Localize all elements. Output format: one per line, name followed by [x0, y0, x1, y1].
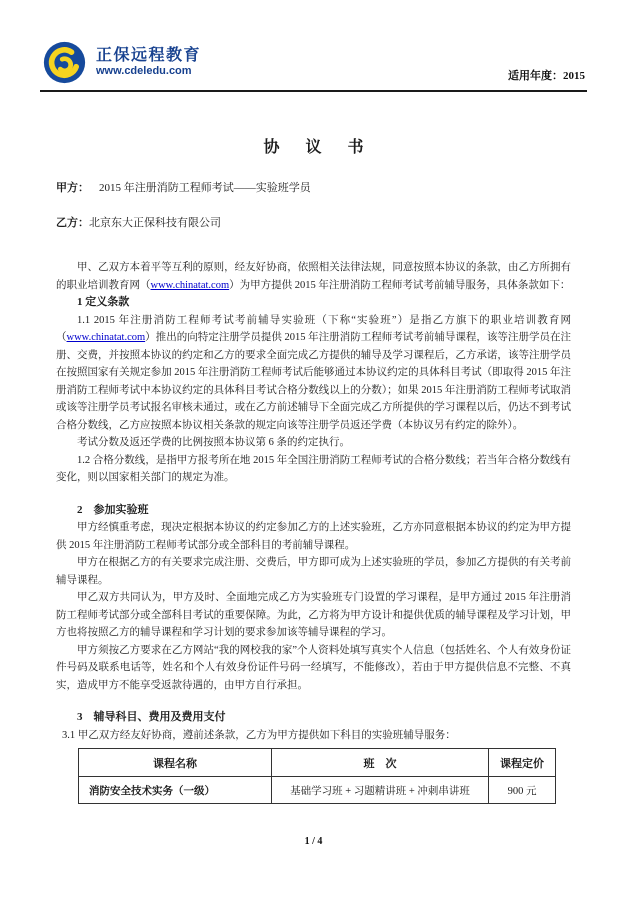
- clause-1-2: 1.2 合格分数线，是指甲方报考所在地 2015 年全国注册消防工程师考试的合格分数线；若当年合格分数线有变化，则以国家相关部门的规定为准。: [56, 454, 571, 483]
- chinatat-link[interactable]: www.chinatat.com: [150, 279, 230, 291]
- clause-2-p3: 甲乙双方共同认为，甲方及时、全面地完成乙方为实验班专门设置的学习课程，是甲方通过 2015 年注册消防工程师考试部分或全部科目考试的重要保障。为此，乙方将为甲方设计和提供优质的辅导课程及学习计划，甲方也将按照乙方的辅导课程和学习计划的要求参加该等辅导课程的学习。: [56, 592, 571, 638]
- clause-3-1: 3.1 甲乙双方经友好协商，遵前述条款，乙方为甲方提供如下科目的实验班辅导服务：: [62, 729, 456, 741]
- table-header-row: [79, 749, 556, 777]
- intro-text-post: ）为甲方提供 2015 年注册消防工程师考试考前辅导服务，具体条款如下：: [229, 279, 571, 291]
- document-title: 协 议 书: [263, 139, 375, 156]
- party-b-line: [56, 215, 571, 232]
- section-3-heading: 3 辅导科目、费用及费用支付: [77, 711, 226, 723]
- column-header-course-name: 课程名称: [79, 749, 272, 777]
- header: [40, 40, 587, 92]
- party-b-label: 乙方：: [56, 217, 89, 229]
- chinatat-link-2[interactable]: www.chinatat.com: [66, 332, 146, 343]
- intro-paragraph: [56, 259, 571, 294]
- party-a-value: 2015 年注册消防工程师考试——实验班学员: [99, 182, 311, 194]
- page-number: 1 / 4: [304, 836, 323, 847]
- logo-text: [96, 47, 201, 78]
- course-table: [78, 748, 556, 804]
- logo-url: www.cdeledu.com: [96, 65, 192, 78]
- intro-text-pre: 甲、乙双方本着平等互利的原则，经友好协商，依照相关法律法规，同意按照本协议的条款，由乙方所拥有的职业培训教育网（: [56, 262, 571, 291]
- clause-2-p1: 甲方经慎重考虑，现决定根据本协议的约定参加乙方的上述实验班，乙方亦同意根据本协议的约定为甲方提供 2015 年注册消防工程师考试部分或全部科目的考前辅导课程。: [56, 522, 571, 551]
- section-2-heading: 2 参加实验班: [77, 503, 149, 516]
- clause-1-1-note: 考试分数及返还学费的比例按照本协议第 6 条的约定执行。: [77, 437, 350, 448]
- party-a-label: 甲方：: [56, 182, 89, 194]
- applicable-year-label: 适用年度：2015: [508, 70, 585, 82]
- cell-class-type: 基础学习班 + 习题精讲班 + 冲刺串讲班: [272, 777, 489, 804]
- clause-1-1-post: ）推出的向特定注册学员提供 2015 年注册消防工程师考试考前辅导课程，该等注册学员在注册、交费，并按照本协议的约定和乙方的要求全面完成乙方提供的辅导及学习课程后，乙方承诺，该等注册学员在按照国家有关规定参加 2015 年注册消防工程师考试后能够通过本协议约定的具体科目考试（即取得 2015 年注册消防工程师考试中本协议约定的具体科目考试合格分数线以上的分数）；如果 2015 年注册消防工程师考试取消或该等注册学员考试报名审核未通过，或在乙方前述辅导下全面完成乙方所提供的学习课程以后，仍达不到考试合格分数线，乙方应按照本协议相关条款的规定向该等注册学员返还学费（本协议另有约定的除外）。: [56, 332, 571, 431]
- column-header-class-type: 班 次: [272, 749, 489, 777]
- logo: [42, 40, 201, 85]
- clause-1-1: [56, 312, 571, 435]
- cell-price: 900 元: [489, 777, 556, 804]
- section-1-heading: 1 定义条款: [77, 296, 130, 308]
- clause-1-1-pre: 1.1 2015 年注册消防工程师考试考前辅导实验班（下称“实验班”）是指乙方旗下的职业培训教育网（: [56, 314, 571, 343]
- logo-title: 正保远程教育: [96, 46, 202, 64]
- cell-course-name: 消防安全技术实务（一级）: [79, 777, 272, 804]
- clause-2-p2: 甲方在根据乙方的有关要求完成注册、交费后，甲方即可成为上述实验班的学员，参加乙方提供的有关考前辅导课程。: [56, 557, 571, 586]
- table-row: [79, 777, 556, 804]
- document-body: [40, 134, 587, 804]
- column-header-price: 课程定价: [489, 749, 556, 777]
- party-b-value: 北京东大正保科技有限公司: [89, 217, 221, 229]
- clause-2-p4: 甲方须按乙方要求在乙方网站“我的网校我的家”个人资料处填写真实个人信息（包括姓名、个人有效身份证件号码及联系电话等，姓名和个人有效身份证件号码一经填写，不能修改），若由于甲方提供信息不完整、不真实，造成甲方不能享受返款待遇的，由甲方自行承担。: [56, 644, 571, 691]
- logo-swirl-icon: [42, 40, 87, 85]
- party-a-line: [56, 180, 571, 197]
